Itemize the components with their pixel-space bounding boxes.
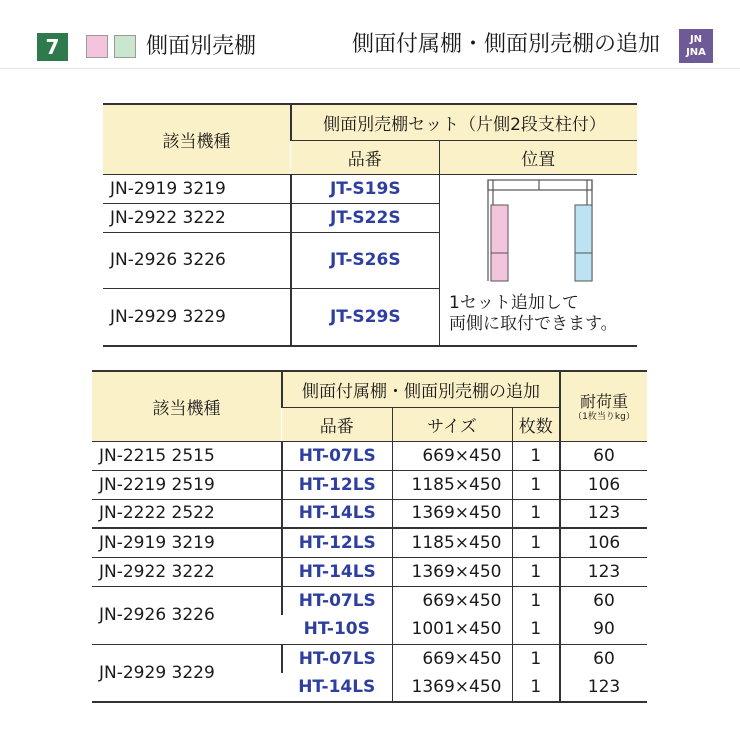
badge-line-2: JNA [686, 47, 706, 58]
part-cell: JT-S19S [291, 174, 439, 203]
table-row [92, 528, 647, 557]
col-header-model: 該当機種 [103, 104, 291, 174]
load-cell: 106 [560, 528, 647, 557]
part-cell: HT-10S [282, 615, 392, 644]
part-cell: HT-12LS [282, 528, 392, 557]
series-badge [679, 29, 713, 63]
load-cell: 60 [560, 644, 647, 673]
part-cell: JT-S29S [291, 288, 439, 346]
table-row [103, 174, 637, 203]
part-cell: HT-14LS [282, 499, 392, 528]
load-cell: 123 [560, 499, 647, 528]
load-label: 耐荷重 [579, 392, 628, 412]
table-row [92, 441, 647, 470]
section-subtitle: 側面付属棚・側面別売棚の追加 [351, 32, 660, 57]
category-title: 側面別売棚 [146, 34, 257, 59]
load-cell: 123 [560, 673, 647, 702]
table-row [92, 557, 647, 586]
col-header-group: 側面付属棚・側面別売棚の追加 [282, 371, 560, 407]
load-cell: 123 [560, 557, 647, 586]
qty-cell: 1 [512, 615, 560, 644]
size-cell: 1185×450 [392, 528, 512, 557]
model-cell: JN-2919 3219 [103, 174, 291, 203]
col-header-group: 側面別売棚セット（片側2段支柱付） [291, 104, 637, 140]
model-cell: JN-2926 3226 [92, 586, 282, 644]
green-swatch [114, 35, 136, 58]
qty-cell: 1 [512, 673, 560, 702]
shelf-addition-table [92, 370, 647, 703]
page-header [0, 0, 740, 70]
model-cell: JN-2929 3229 [92, 644, 282, 702]
col-header-model: 該当機種 [92, 371, 282, 441]
part-cell: HT-14LS [282, 557, 392, 586]
size-cell: 1369×450 [392, 673, 512, 702]
col-header-part: 品番 [282, 407, 392, 441]
part-cell: HT-07LS [282, 586, 392, 615]
size-cell: 1185×450 [392, 470, 512, 499]
table-row [92, 499, 647, 528]
qty-cell: 1 [512, 557, 560, 586]
table-row [92, 586, 647, 615]
size-cell: 1369×450 [392, 557, 512, 586]
col-header-part: 品番 [291, 140, 439, 174]
qty-cell: 1 [512, 644, 560, 673]
model-cell: JN-2929 3229 [103, 288, 291, 346]
section-number: 7 [37, 33, 68, 61]
col-header-qty: 枚数 [512, 407, 560, 441]
qty-cell: 1 [512, 586, 560, 615]
load-cell: 60 [560, 586, 647, 615]
model-cell: JN-2922 3222 [103, 203, 291, 232]
size-cell: 669×450 [392, 644, 512, 673]
note-text [441, 293, 618, 335]
size-cell: 669×450 [392, 441, 512, 470]
note-line-1: 1セット追加して [449, 293, 579, 313]
model-cell: JN-2926 3226 [103, 232, 291, 288]
part-cell: HT-12LS [282, 470, 392, 499]
note-line-2: 両側に取付できます。 [449, 314, 618, 334]
shelf-position-diagram [440, 177, 636, 287]
model-cell: JN-2219 2519 [92, 470, 282, 499]
part-cell: JT-S22S [291, 203, 439, 232]
pink-swatch [86, 35, 108, 58]
load-cell: 60 [560, 441, 647, 470]
part-cell: HT-07LS [282, 441, 392, 470]
load-cell: 90 [560, 615, 647, 644]
badge-line-1: JN [689, 34, 703, 45]
header-divider [0, 68, 740, 69]
qty-cell: 1 [512, 441, 560, 470]
col-header-load [560, 371, 647, 441]
model-cell: JN-2919 3219 [92, 528, 282, 557]
part-cell: HT-14LS [282, 673, 392, 702]
model-cell: JN-2215 2515 [92, 441, 282, 470]
table-row [92, 644, 647, 673]
size-cell: 1369×450 [392, 499, 512, 528]
size-cell: 1001×450 [392, 615, 512, 644]
qty-cell: 1 [512, 528, 560, 557]
qty-cell: 1 [512, 470, 560, 499]
model-cell: JN-2922 3222 [92, 557, 282, 586]
load-unit: （1枚当りkg） [573, 412, 635, 423]
size-cell: 669×450 [392, 586, 512, 615]
load-cell: 106 [560, 470, 647, 499]
model-cell: JN-2222 2522 [92, 499, 282, 528]
part-cell: HT-07LS [282, 644, 392, 673]
col-header-position: 位置 [439, 140, 637, 174]
col-header-size: サイズ [392, 407, 512, 441]
table-row [92, 470, 647, 499]
qty-cell: 1 [512, 499, 560, 528]
part-cell: JT-S26S [291, 232, 439, 288]
